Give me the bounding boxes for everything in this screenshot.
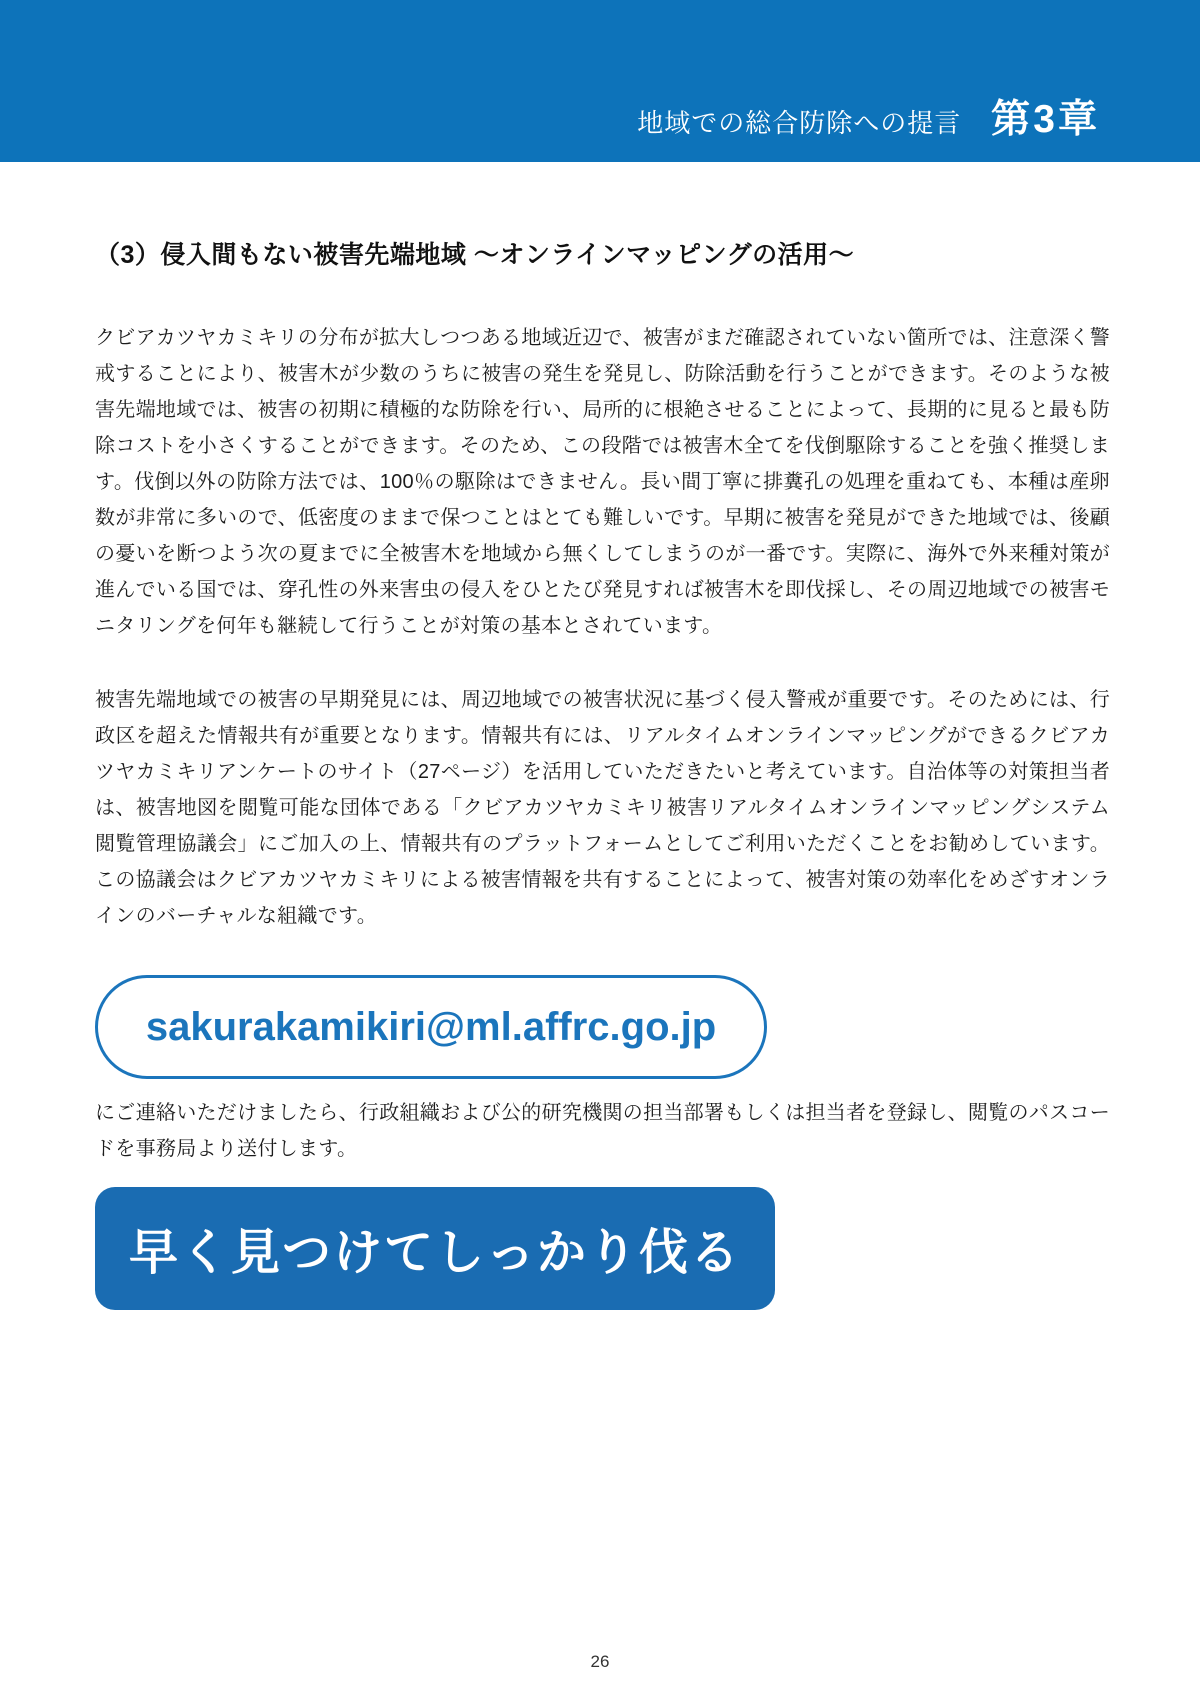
slogan-text: 早く見つけてしっかり伐る xyxy=(128,1225,741,1280)
paragraph-registration: にご連絡いただけましたら、行政組織および公的研究機関の担当部署もしくは担当者を登録し、閲覧のパスコードを事務局より送付します。 xyxy=(95,1102,1110,1160)
chapter-subtitle: 地域での総合防除への提言 xyxy=(637,109,962,138)
paragraph-early-detection: クビアカツヤカミキリの分布が拡大しつつある地域近辺で、被害がまだ確認されていない箇所では、注意深く警戒することにより、被害木が少数のうちに被害の発生を発見し、防除活動を行うことができます。そのような被害先端地域では、被害の初期に積極的な防除を行い、局所的に根絶させることによって、長期的に見ると最も防除コストを小さくすることができます。そのため、この段階では被害木全てを伐倒駆除することを強く推奨します。伐倒以外の防除方法では、100％の駆除はできません。長い間丁寧に排糞孔の処理を重ねても、本種は産卵数が非常に多いので、低密度のままで保つことはとても難しいです。早期に被害を発見ができた地域では、後顧の憂いを断つよう次の夏までに全被害木を地域から無くしてしまうのが一番です。実際に、海外で外来種対策が進んでいる国では、穿孔性の外来害虫の侵入をひとたび発見すれば被害木を即伐採し、その周辺地域での被害モニタリングを何年も継続して行うことが対策の基本とされています。 xyxy=(95,327,1110,637)
chapter-number: 第3章 xyxy=(991,98,1100,141)
email-pill xyxy=(95,975,767,1079)
main-content xyxy=(95,0,1110,1310)
section-heading: （3）侵入間もない被害先端地域 ～オンラインマッピングの活用～ xyxy=(95,241,855,269)
page-number: 26 xyxy=(590,1652,610,1671)
email-address: sakurakamikiri@ml.affrc.go.jp xyxy=(145,1004,717,1049)
slogan-banner xyxy=(95,1187,775,1310)
paragraph-information-sharing: 被害先端地域での被害の早期発見には、周辺地域での被害状況に基づく侵入警戒が重要です。そのためには、行政区を超えた情報共有が重要となります。情報共有には、リアルタイムオンラインマッピングができるクビアカツヤカミキリアンケートのサイト（27ページ）を活用していただきたいと考えています。自治体等の対策担当者は、被害地図を閲覧可能な団体である「クビアカツヤカミキリ被害リアルタイムオンラインマッピングシステム閲覧管理協議会」にご加入の上、情報共有のプラットフォームとしてご利用いただくことをお勧めしています。この協議会はクビアカツヤカミキリによる被害情報を共有することによって、被害対策の効率化をめざすオンラインのバーチャルな組織です。 xyxy=(95,689,1110,927)
